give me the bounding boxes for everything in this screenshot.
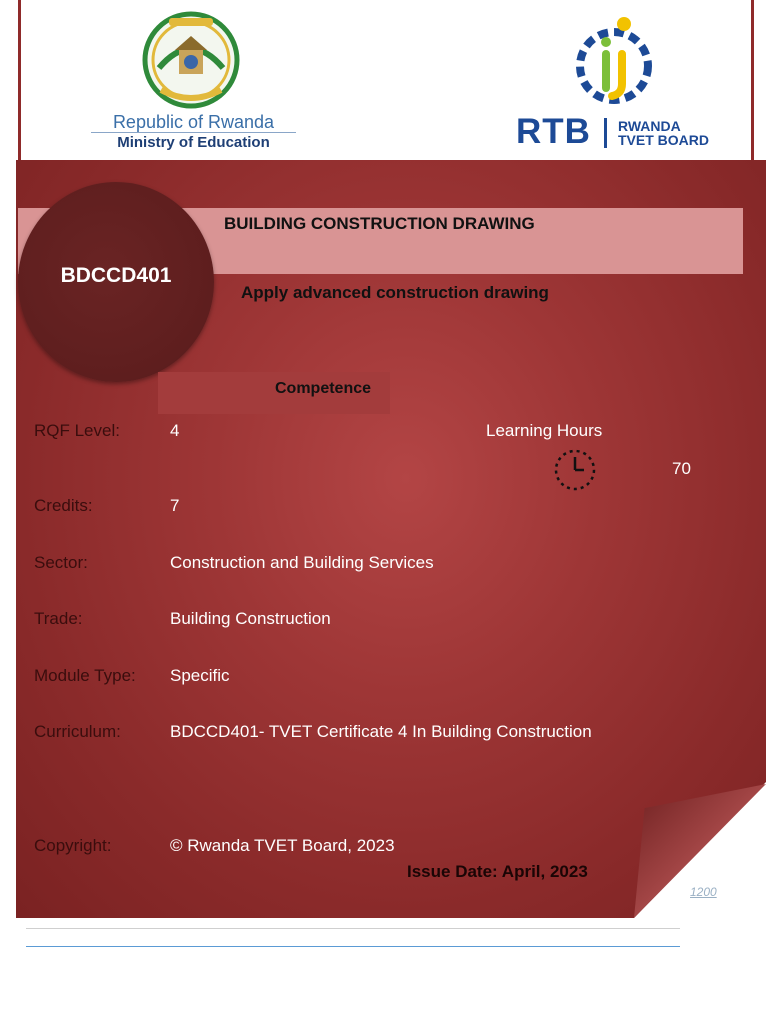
learning-hours-label: Learning Hours <box>486 421 603 440</box>
rqf-level-value: 4 <box>170 421 180 440</box>
copyright-value: © Rwanda TVET Board, 2023 <box>170 836 395 855</box>
module-type-label: Module Type: <box>34 666 136 685</box>
curriculum-value: BDCCD401- TVET Certificate 4 In Building Construction <box>170 722 592 741</box>
rwanda-emblem-icon <box>129 10 253 110</box>
footer-rule-blue <box>26 946 680 947</box>
rtb-divider <box>604 118 607 148</box>
rtb-logo <box>496 8 751 158</box>
rtb-logo-icon <box>566 14 662 114</box>
curriculum-label: Curriculum: <box>34 722 121 741</box>
ministry-text: Ministry of Education <box>91 132 296 152</box>
learning-hours-value: 70 <box>672 459 691 478</box>
header-logos <box>18 0 754 172</box>
module-subtitle: Apply advanced construction drawing <box>241 283 549 302</box>
trade-label: Trade: <box>34 609 83 628</box>
republic-text: Republic of Rwanda <box>112 112 275 132</box>
ministry-label <box>91 112 296 152</box>
competence-label: Competence <box>275 380 372 397</box>
credits-value: 7 <box>170 496 180 515</box>
page-number: 1200 <box>690 885 717 899</box>
rtb-line2: TVET BOARD <box>618 132 709 148</box>
sector-value: Construction and Building Services <box>170 553 434 572</box>
module-title: BUILDING CONSTRUCTION DRAWING <box>224 214 535 233</box>
rtb-abbr: RTB <box>516 112 591 151</box>
rtb-fullname <box>618 119 709 147</box>
footer-rule-gray <box>26 928 680 929</box>
sector-label: Sector: <box>34 553 88 572</box>
rqf-level-label: RQF Level: <box>34 421 120 440</box>
rtb-line1: RWANDA <box>618 118 681 134</box>
module-code-circle <box>18 182 214 382</box>
module-type-value: Specific <box>170 666 230 685</box>
credits-label: Credits: <box>34 496 93 515</box>
copyright-label: Copyright: <box>34 836 112 855</box>
issue-date: Issue Date: April, 2023 <box>407 862 588 881</box>
trade-value: Building Construction <box>170 609 331 628</box>
module-code: BDCCD401 <box>60 264 172 287</box>
clock-icon <box>550 447 600 493</box>
